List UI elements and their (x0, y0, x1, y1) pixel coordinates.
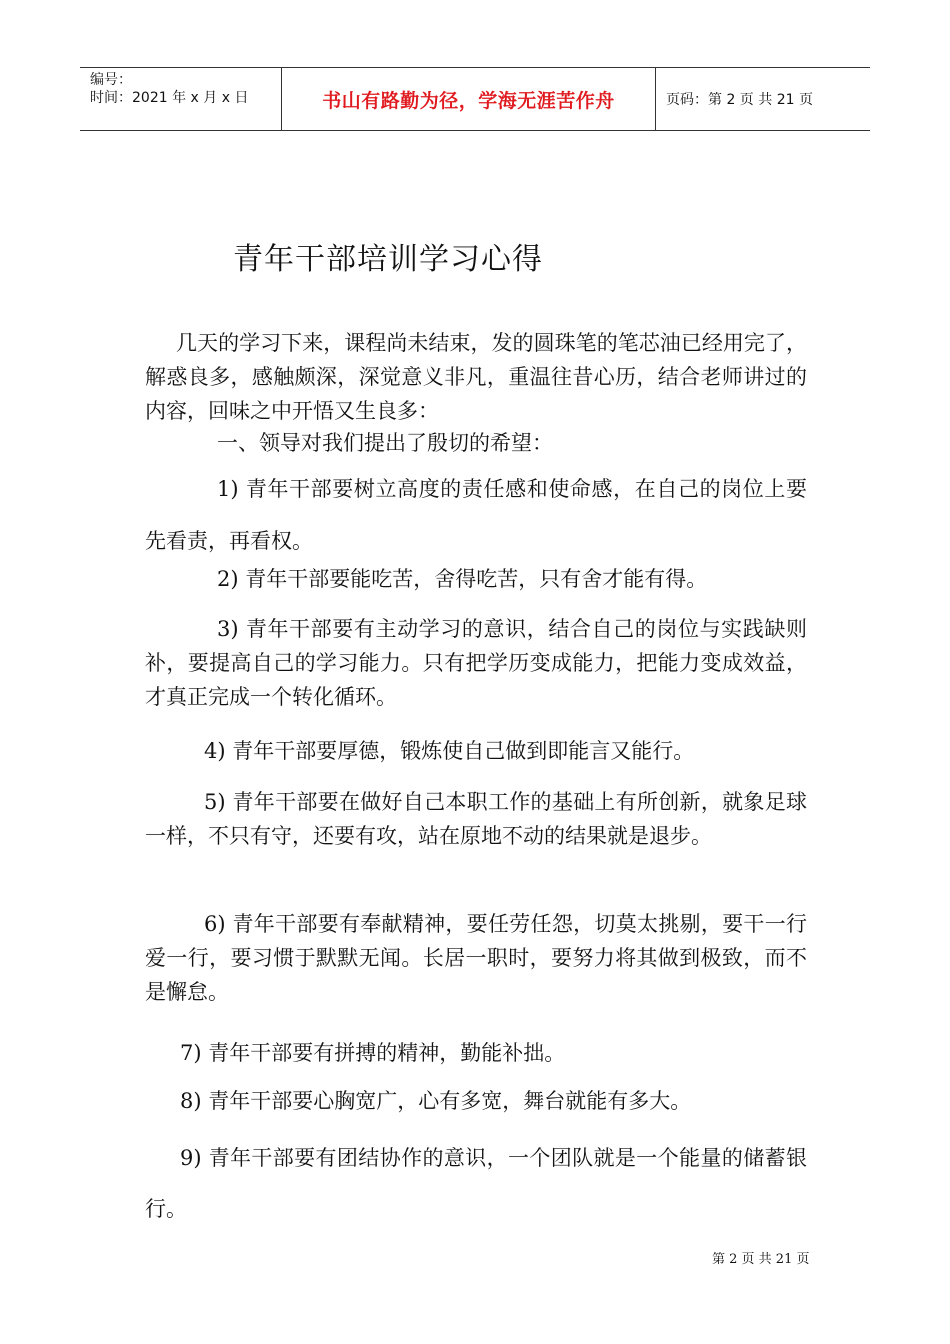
paragraph-item-5: 5) 青年干部要在做好自己本职工作的基础上有所创新，就象足球一样，不只有守，还要有攻，站在原地不动的结果就是退步。 (145, 790, 807, 848)
paragraph-item-4: 4) 青年干部要厚德，锻炼使自己做到即能言又能行。 (204, 739, 695, 763)
header-motto: 书山有路勤为径，学海无涯苦作舟 (282, 68, 656, 130)
document-number-label: 编号： (90, 72, 132, 88)
document-time-label: 时间：2021 年 x 月 x 日 (90, 90, 249, 106)
header-meta (80, 68, 282, 130)
paragraph-item-9: 9) 青年干部要有团结协作的意识，一个团队就是一个能量的储蓄银行。 (145, 1146, 807, 1221)
document-title: 青年干部培训学习心得 (233, 242, 543, 277)
header-page-info: 页码：第 2 页 共 21 页 (666, 92, 813, 108)
paragraph-item-8: 8) 青年干部要心胸宽广，心有多宽，舞台就能有多大。 (180, 1089, 692, 1113)
page-footer-number: 第 2 页 共 21 页 (712, 1252, 810, 1267)
paragraph-item-2: 2) 青年干部要能吃苦，舍得吃苦，只有舍才能有得。 (217, 567, 708, 591)
paragraph-section-heading: 一、领导对我们提出了殷切的希望： (217, 431, 553, 455)
paragraph-item-1: 1) 青年干部要树立高度的责任感和使命感，在自己的岗位上要先看责，再看权。 (145, 477, 807, 553)
paragraph-item-3: 3) 青年干部要有主动学习的意识，结合自己的岗位与实践缺则补，要提高自己的学习能力。只有把学历变成能力，把能力变成效益，才真正完成一个转化循环。 (145, 617, 807, 709)
page-header (80, 67, 870, 131)
paragraph-item-7: 7) 青年干部要有拼搏的精神，勤能补拙。 (180, 1041, 566, 1065)
paragraph-intro: 几天的学习下来，课程尚未结束，发的圆珠笔的笔芯油已经用完了，解惑良多，感触颇深，深觉意义非凡，重温往昔心历，结合老师讲过的内容，回味之中开悟又生良多： (145, 331, 807, 423)
paragraph-item-6: 6) 青年干部要有奉献精神，要任劳任怨，切莫太挑剔，要干一行爱一行，要习惯于默默无闻。长居一职时，要努力将其做到极致，而不是懈怠。 (145, 912, 807, 1004)
